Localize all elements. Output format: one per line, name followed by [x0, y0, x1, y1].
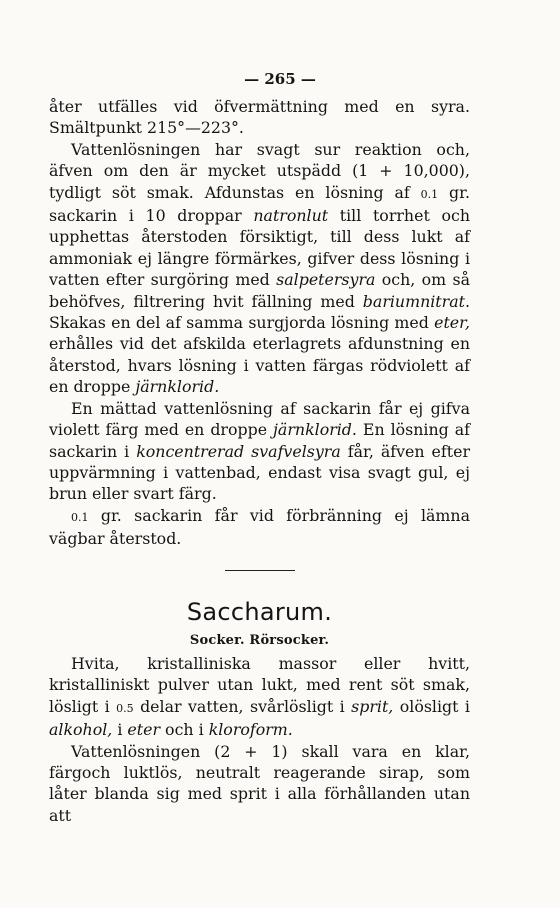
italic-term: eter, — [434, 313, 470, 333]
paragraph-p4 — [49, 505, 470, 550]
text-run: Skakas en del af samma surgjorda lösning med — [49, 313, 435, 333]
paragraph-p1 — [49, 96, 470, 139]
text-run: får, äfven efter uppvärmning i vattenbad, endast visa svagt gul, ej brun eller svart färg. — [49, 441, 470, 504]
paragraph-p3 — [49, 398, 470, 505]
page-body — [49, 96, 470, 826]
page-number: — 265 — — [244, 70, 316, 88]
paragraphs-bottom — [49, 653, 470, 826]
text-run: En mättad vattenlösning af sackarin får ej gifva violett färg med en droppe — [49, 398, 470, 440]
text-run: åter utfälles vid öfvermättning med en syra. Smältpunkt 215°—223°. — [49, 97, 470, 138]
small-numeral: 0.1 — [71, 510, 89, 524]
text-run: och, om så behöfves, filtrering hvit fällning med — [49, 270, 470, 311]
paragraph-p2 — [49, 139, 470, 398]
text-run: Vattenlösningen (2 + 1) skall vara en klar, färgoch luktlös, neutralt reagerande sirap, som låter blanda sig med sprit i alla förhållanden utan att — [49, 741, 470, 825]
small-numeral: 0.1 — [420, 187, 439, 201]
text-run: Hvita, kristalliniska massor eller hvitt, kristalliniskt pulver utan lukt, med rent söt smak, lösligt i — [49, 653, 470, 716]
italic-term: salpetersyra — [276, 270, 376, 290]
section-subtitle: Socker. Rörsocker. — [189, 632, 330, 648]
text-run: delar vatten, svårlösligt i — [133, 696, 352, 716]
text-run: olösligt i — [393, 696, 470, 716]
italic-term: alkohol, — [49, 720, 113, 740]
section-divider — [225, 570, 295, 571]
italic-term: sprit, — [351, 696, 394, 716]
italic-term: natronlut — [253, 206, 329, 226]
text-run: erhålles vid det afskilda eterlagrets afdunstning en återstod, hvars lösning i vatten färgas rödviolett af en droppe — [49, 334, 470, 397]
text-run: Vattenlösningen har svagt sur reaktion och, äfven om den är mycket utspädd (1 + 10,000), tydligt söt smak. Afdunstas en lösning af — [49, 139, 470, 202]
paragraphs-top — [49, 96, 470, 550]
small-numeral: 0.5 — [116, 701, 134, 715]
paragraph-p6 — [49, 741, 470, 827]
text-run: En lösning af sackarin i — [49, 420, 470, 461]
text-run: gr. sackarin i 10 droppar — [49, 182, 470, 226]
italic-term: järnklorid. — [273, 420, 357, 440]
text-run: i — [112, 720, 128, 740]
section-title: Saccharum. — [186, 597, 333, 626]
italic-term: järnklorid. — [135, 377, 220, 397]
text-run: och i — [160, 720, 209, 740]
text-run: till torrhet och upphettas återstoden försiktigt, till dess lukt af ammoniak ej längre förmärkes, gifver dess lösning i vatten efter surgöring med — [49, 206, 470, 290]
text-run: gr. sackarin får vid förbränning ej lämna vägbar återstod. — [49, 505, 470, 549]
italic-term: koncentrerad svafvelsyra — [136, 441, 341, 461]
paragraph-p5 — [49, 653, 470, 741]
italic-term: eter — [127, 720, 161, 740]
italic-term: kloroform. — [208, 720, 293, 740]
italic-term: bariumnitrat. — [362, 291, 470, 311]
